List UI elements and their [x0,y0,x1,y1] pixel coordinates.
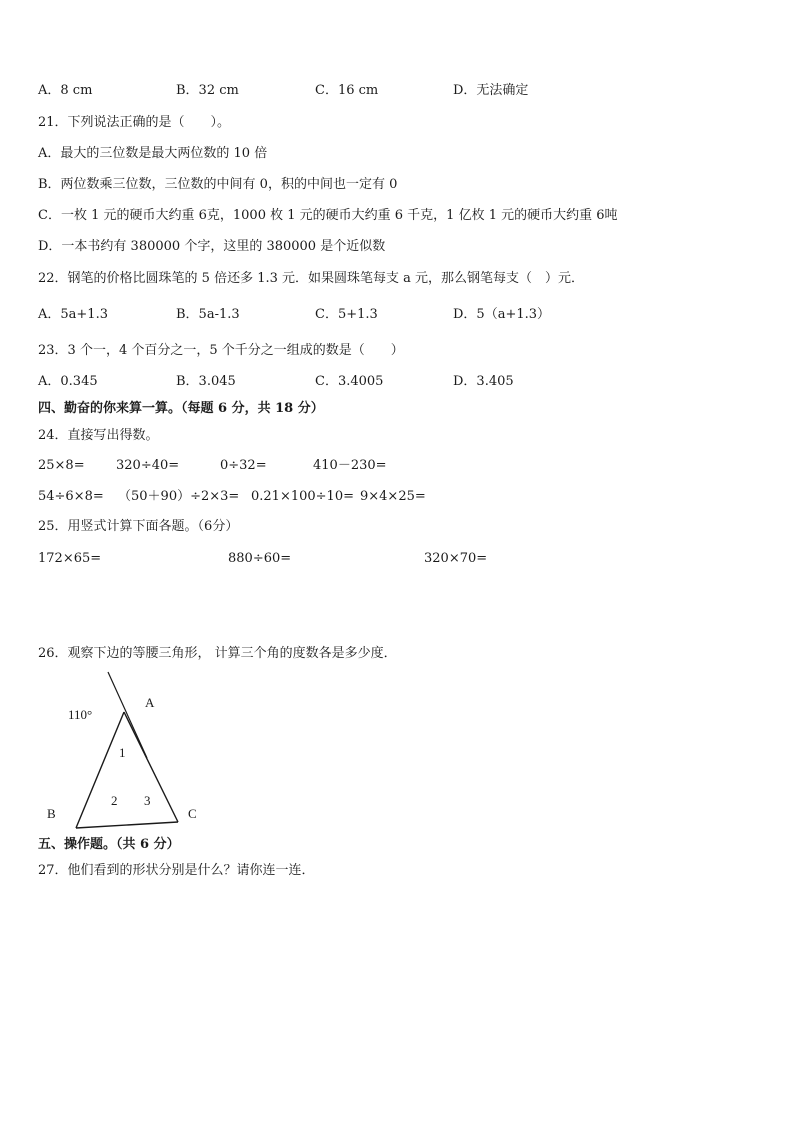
vertex-c-label: C [188,806,197,821]
q20-option-d: D．无法确定 [453,83,529,98]
q23-stem: 23．3 个一，4 个百分之一，5 个千分之一组成的数是（ ） [38,343,404,358]
angle-3-label: 3 [144,793,151,808]
angle-1-label: 1 [119,745,126,760]
q23-option-d: D．3.405 [453,374,514,389]
q23-option-c: C．3.4005 [315,374,384,389]
side-ac [124,712,178,822]
q22-stem: 22．钢笔的价格比圆珠笔的 5 倍还多 1.3 元．如果圆珠笔每支 a 元，那么钢笔每支（ ）元． [38,271,585,286]
q22-option-a: A．5a+1.3 [38,307,108,322]
extended-side-line [108,672,147,758]
q27-stem: 27．他们看到的形状分别是什么？请你连一连． [38,863,315,878]
angle-2-label: 2 [111,793,118,808]
q24-expr: （50＋90）÷2×3= [118,489,240,504]
q25-stem: 25．用竖式计算下面各题。（6分） [38,519,239,534]
q24-stem: 24．直接写出得数。 [38,428,159,443]
q24-expr: 25×8= [38,458,85,473]
section4-title: 四、勤奋的你来算一算。（每题 6 分，共 18 分） [38,401,324,416]
q22-option-d: D．5（a+1.3） [453,307,551,322]
q22-option-c: C．5+1.3 [315,307,378,322]
q20-option-a: A．8 cm [38,83,93,98]
q21-option-a: A．最大的三位数是最大两位数的 10 倍 [38,146,268,161]
side-ba [76,712,124,828]
q21-stem: 21．下列说法正确的是（ ）。 [38,115,231,130]
q24-expr: 9×4×25= [360,489,426,504]
q24-expr: 0÷32= [220,458,267,473]
isosceles-triangle-figure [40,662,220,832]
q24-expr: 54÷6×8= [38,489,104,504]
exterior-angle-label: 110° [68,707,93,722]
q20-option-b: B．32 cm [176,83,239,98]
q24-expr: 0.21×100÷10= [251,489,354,504]
q22-option-b: B．5a-1.3 [176,307,240,322]
vertex-b-label: B [47,806,56,821]
q24-expr: 320÷40= [116,458,180,473]
q21-option-d: D．一本书约有 380000 个字，这里的 380000 是个近似数 [38,239,386,254]
q23-option-a: A．0.345 [38,374,98,389]
q25-item: 320×70= [424,551,488,566]
vertex-a-label: A [145,695,155,710]
q23-option-b: B．3.045 [176,374,236,389]
q20-option-c: C．16 cm [315,83,379,98]
section5-title: 五、操作题。（共 6 分） [38,837,180,852]
q25-item: 172×65= [38,551,102,566]
q26-stem: 26．观察下边的等腰三角形， 计算三个角的度数各是多少度． [38,646,397,661]
side-bc [76,822,178,828]
q21-option-c: C．一枚 1 元的硬币大约重 6克，1000 枚 1 元的硬币大约重 6 千克，1 亿枚 1 元的硬币大约重 6吨 [38,208,618,223]
q21-option-b: B．两位数乘三位数，三位数的中间有 0，积的中间也一定有 0 [38,177,398,192]
q25-item: 880÷60= [228,551,292,566]
q24-expr: 410－230= [313,458,387,473]
